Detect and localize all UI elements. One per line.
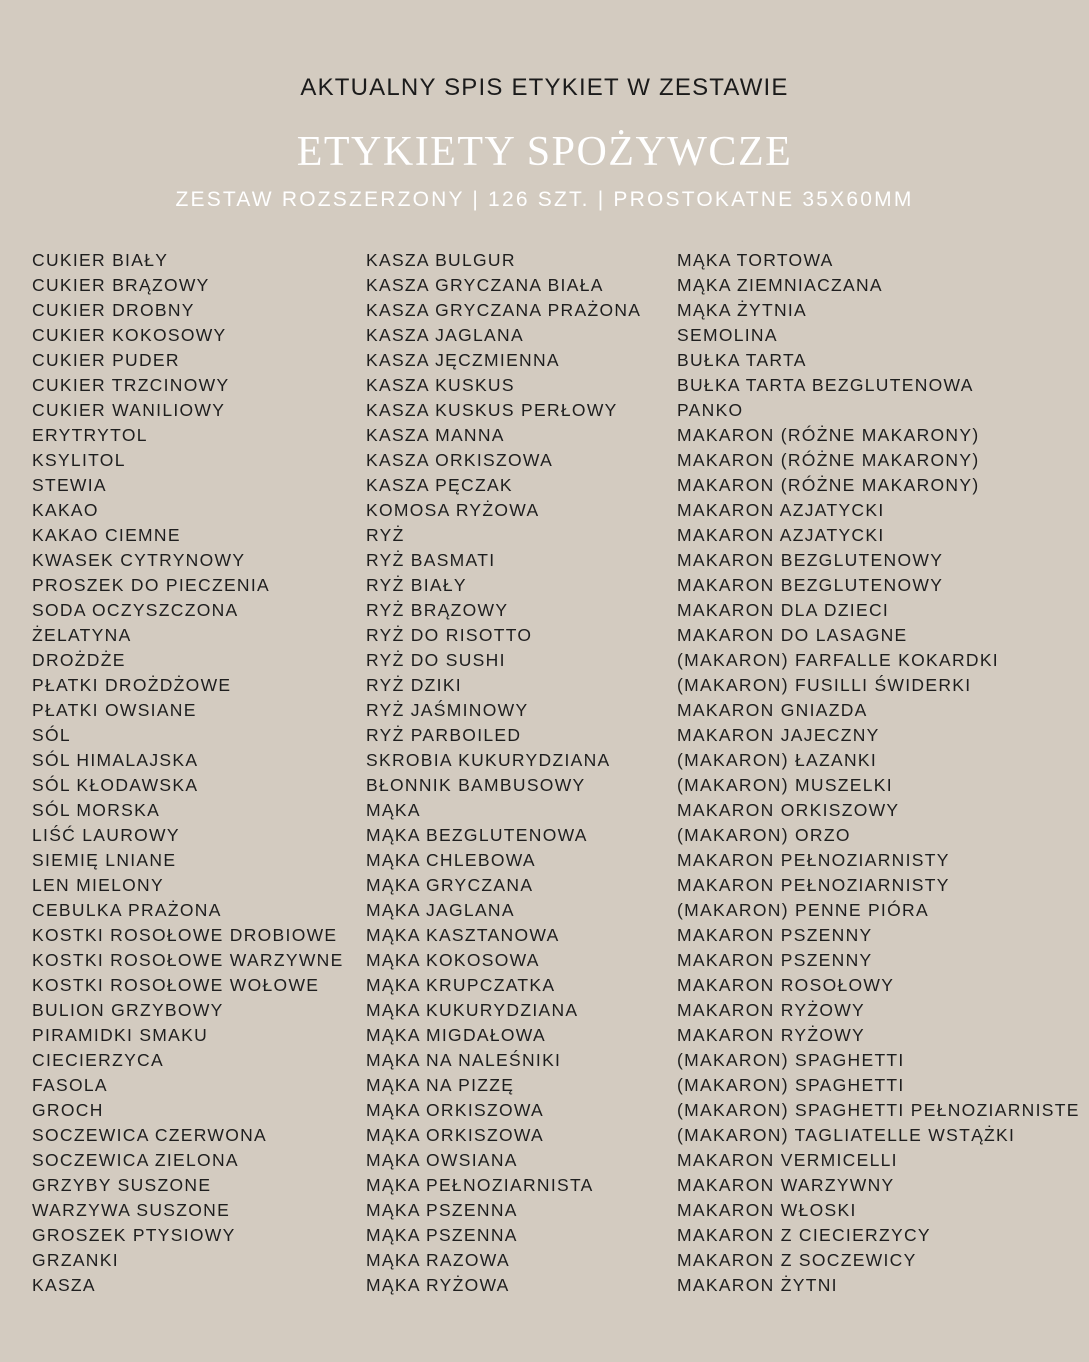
- list-item: GRZYBY SUSZONE: [32, 1175, 212, 1195]
- list-item: MĄKA RAZOWA: [366, 1250, 510, 1270]
- list-item: KSYLITOL: [32, 450, 126, 470]
- list-item: MAKARON PEŁNOZIARNISTY: [677, 875, 950, 895]
- list-item: MĄKA RYŻOWA: [366, 1275, 510, 1295]
- list-item: KOSTKI ROSOŁOWE WOŁOWE: [32, 975, 320, 995]
- list-item: (MAKARON) TAGLIATELLE WSTĄŻKI: [677, 1125, 1016, 1145]
- list-item: MAKARON AZJATYCKI: [677, 500, 885, 520]
- list-item: MAKARON PSZENNY: [677, 925, 873, 945]
- list-item: CUKIER BRĄZOWY: [32, 275, 210, 295]
- list-item: LIŚĆ LAUROWY: [32, 825, 180, 845]
- list-item: KASZA JĘCZMIENNA: [366, 350, 560, 370]
- list-item: RYŻ JAŚMINOWY: [366, 700, 529, 720]
- list-item: FASOLA: [32, 1075, 108, 1095]
- list-item: MAKARON GNIAZDA: [677, 700, 868, 720]
- list-item: RYŻ BIAŁY: [366, 575, 467, 595]
- list-item: KOMOSA RYŻOWA: [366, 500, 540, 520]
- list-item: KASZA KUSKUS PERŁOWY: [366, 400, 618, 420]
- list-item: CEBULKA PRAŻONA: [32, 900, 222, 920]
- list-item: MĄKA KOKOSOWA: [366, 950, 540, 970]
- list-item: RYŻ: [366, 525, 405, 545]
- list-item: KASZA MANNA: [366, 425, 505, 445]
- list-item: MĄKA KRUPCZATKA: [366, 975, 556, 995]
- list-item: MAKARON ORKISZOWY: [677, 800, 900, 820]
- list-item: CUKIER KOKOSOWY: [32, 325, 227, 345]
- list-item: SEMOLINA: [677, 325, 778, 345]
- list-item: CIECIERZYCA: [32, 1050, 164, 1070]
- list-item: PROSZEK DO PIECZENIA: [32, 575, 270, 595]
- list-item: MAKARON BEZGLUTENOWY: [677, 575, 944, 595]
- list-item: MĄKA PEŁNOZIARNISTA: [366, 1175, 594, 1195]
- list-item: MAKARON DLA DZIECI: [677, 600, 890, 620]
- list-item: KASZA JAGLANA: [366, 325, 524, 345]
- list-item: CUKIER TRZCINOWY: [32, 375, 230, 395]
- list-item: MĄKA JAGLANA: [366, 900, 515, 920]
- list-item: ŻELATYNA: [32, 625, 132, 645]
- list-item: MĄKA ORKISZOWA: [366, 1100, 544, 1120]
- list-item: MĄKA PSZENNA: [366, 1225, 518, 1245]
- list-item: KASZA PĘCZAK: [366, 475, 513, 495]
- list-item: MĄKA ZIEMNIACZANA: [677, 275, 883, 295]
- list-item: (MAKARON) FARFALLE KOKARDKI: [677, 650, 999, 670]
- list-item: MAKARON VERMICELLI: [677, 1150, 898, 1170]
- list-item: KAKAO CIEMNE: [32, 525, 181, 545]
- list-item: SODA OCZYSZCZONA: [32, 600, 239, 620]
- page-title: ETYKIETY SPOŻYWCZE: [296, 129, 793, 175]
- list-item: RYŻ DZIKI: [366, 675, 462, 695]
- list-item: MĄKA PSZENNA: [366, 1200, 518, 1220]
- list-item: RYŻ DO SUSHI: [366, 650, 506, 670]
- list-item: MAKARON ŻYTNI: [677, 1275, 838, 1295]
- list-item: RYŻ DO RISOTTO: [366, 625, 533, 645]
- list-item: STEWIA: [32, 475, 107, 495]
- list-item: CUKIER WANILIOWY: [32, 400, 226, 420]
- list-item: BUŁKA TARTA BEZGLUTENOWA: [677, 375, 974, 395]
- list-item: MAKARON WŁOSKI: [677, 1200, 857, 1220]
- list-item: (MAKARON) SPAGHETTI: [677, 1075, 905, 1095]
- list-item: KASZA: [32, 1275, 96, 1295]
- list-item: RYŻ BRĄZOWY: [366, 600, 509, 620]
- list-item: KASZA ORKISZOWA: [366, 450, 554, 470]
- list-item: MAKARON RYŻOWY: [677, 1000, 866, 1020]
- list-item: (MAKARON) MUSZELKI: [677, 775, 893, 795]
- list-item: PANKO: [677, 400, 744, 420]
- list-item: SÓL: [32, 725, 71, 745]
- list-item: MĄKA NA NALEŚNIKI: [366, 1050, 562, 1070]
- label-list-column-2: [366, 248, 641, 1298]
- label-list-column-3: [677, 248, 1080, 1298]
- list-item: MAKARON AZJATYCKI: [677, 525, 885, 545]
- list-item: MĄKA KASZTANOWA: [366, 925, 560, 945]
- list-item: KASZA GRYCZANA BIAŁA: [366, 275, 604, 295]
- list-item: DROŻDŻE: [32, 650, 126, 670]
- list-item: GROCH: [32, 1100, 104, 1120]
- list-item: MAKARON RYŻOWY: [677, 1025, 866, 1045]
- list-item: MĄKA BEZGLUTENOWA: [366, 825, 588, 845]
- list-item: SOCZEWICA ZIELONA: [32, 1150, 239, 1170]
- top-heading: AKTUALNY SPIS ETYKIET W ZESTAWIE: [300, 74, 789, 101]
- list-item: MAKARON BEZGLUTENOWY: [677, 550, 944, 570]
- list-item: PIRAMIDKI SMAKU: [32, 1025, 209, 1045]
- list-item: WARZYWA SUSZONE: [32, 1200, 231, 1220]
- list-item: KASZA KUSKUS: [366, 375, 515, 395]
- list-item: (MAKARON) SPAGHETTI PEŁNOZIARNISTE: [677, 1100, 1080, 1120]
- list-item: CUKIER DROBNY: [32, 300, 195, 320]
- list-item: PŁATKI DROŻDŻOWE: [32, 675, 232, 695]
- list-item: SÓL HIMALAJSKA: [32, 750, 199, 770]
- list-item: RYŻ BASMATI: [366, 550, 496, 570]
- page-subtitle: ZESTAW ROZSZERZONY | 126 SZT. | PROSTOKATNE 35X60MM: [175, 188, 914, 211]
- list-item: PŁATKI OWSIANE: [32, 700, 197, 720]
- list-item: (MAKARON) ŁAZANKI: [677, 750, 878, 770]
- list-item: KWASEK CYTRYNOWY: [32, 550, 246, 570]
- list-item: MAKARON PEŁNOZIARNISTY: [677, 850, 950, 870]
- list-item: GROSZEK PTYSIOWY: [32, 1225, 236, 1245]
- list-item: MĄKA KUKURYDZIANA: [366, 1000, 579, 1020]
- list-item: MĄKA GRYCZANA: [366, 875, 534, 895]
- list-item: (MAKARON) PENNE PIÓRA: [677, 900, 929, 920]
- list-item: SKROBIA KUKURYDZIANA: [366, 750, 611, 770]
- list-item: MĄKA NA PIZZĘ: [366, 1075, 515, 1095]
- list-item: MĄKA ŻYTNIA: [677, 300, 808, 320]
- list-item: MĄKA TORTOWA: [677, 250, 834, 270]
- list-item: MAKARON ROSOŁOWY: [677, 975, 895, 995]
- list-item: MAKARON Z SOCZEWICY: [677, 1250, 917, 1270]
- list-item: GRZANKI: [32, 1250, 119, 1270]
- list-item: KASZA BULGUR: [366, 250, 516, 270]
- list-item: (MAKARON) SPAGHETTI: [677, 1050, 905, 1070]
- list-item: MAKARON (RÓŻNE MAKARONY): [677, 450, 980, 470]
- list-item: BŁONNIK BAMBUSOWY: [366, 775, 586, 795]
- list-item: (MAKARON) ORZO: [677, 825, 851, 845]
- list-item: KOSTKI ROSOŁOWE WARZYWNE: [32, 950, 344, 970]
- list-item: MAKARON WARZYWNY: [677, 1175, 895, 1195]
- list-item: MAKARON (RÓŻNE MAKARONY): [677, 475, 980, 495]
- list-item: SIEMIĘ LNIANE: [32, 850, 177, 870]
- list-item: SÓL MORSKA: [32, 800, 161, 820]
- list-item: MĄKA OWSIANA: [366, 1150, 518, 1170]
- list-item: KAKAO: [32, 500, 99, 520]
- list-item: MĄKA ORKISZOWA: [366, 1125, 544, 1145]
- list-item: MAKARON DO LASAGNE: [677, 625, 908, 645]
- list-item: LEN MIELONY: [32, 875, 164, 895]
- list-item: MAKARON PSZENNY: [677, 950, 873, 970]
- list-item: MĄKA: [366, 800, 421, 820]
- list-item: SOCZEWICA CZERWONA: [32, 1125, 268, 1145]
- list-item: MAKARON JAJECZNY: [677, 725, 880, 745]
- list-item: KASZA GRYCZANA PRAŻONA: [366, 300, 642, 320]
- list-item: BUŁKA TARTA: [677, 350, 807, 370]
- list-item: RYŻ PARBOILED: [366, 725, 522, 745]
- list-item: MAKARON (RÓŻNE MAKARONY): [677, 425, 980, 445]
- list-item: MAKARON Z CIECIERZYCY: [677, 1225, 931, 1245]
- list-item: KOSTKI ROSOŁOWE DROBIOWE: [32, 925, 338, 945]
- list-item: (MAKARON) FUSILLI ŚWIDERKI: [677, 675, 972, 695]
- list-item: MĄKA CHLEBOWA: [366, 850, 536, 870]
- list-item: ERYTRYTOL: [32, 425, 148, 445]
- list-item: SÓL KŁODAWSKA: [32, 775, 199, 795]
- list-item: MĄKA MIGDAŁOWA: [366, 1025, 546, 1045]
- list-item: BULION GRZYBOWY: [32, 1000, 224, 1020]
- label-list-column-1: [32, 248, 344, 1298]
- list-item: CUKIER PUDER: [32, 350, 180, 370]
- list-item: CUKIER BIAŁY: [32, 250, 169, 270]
